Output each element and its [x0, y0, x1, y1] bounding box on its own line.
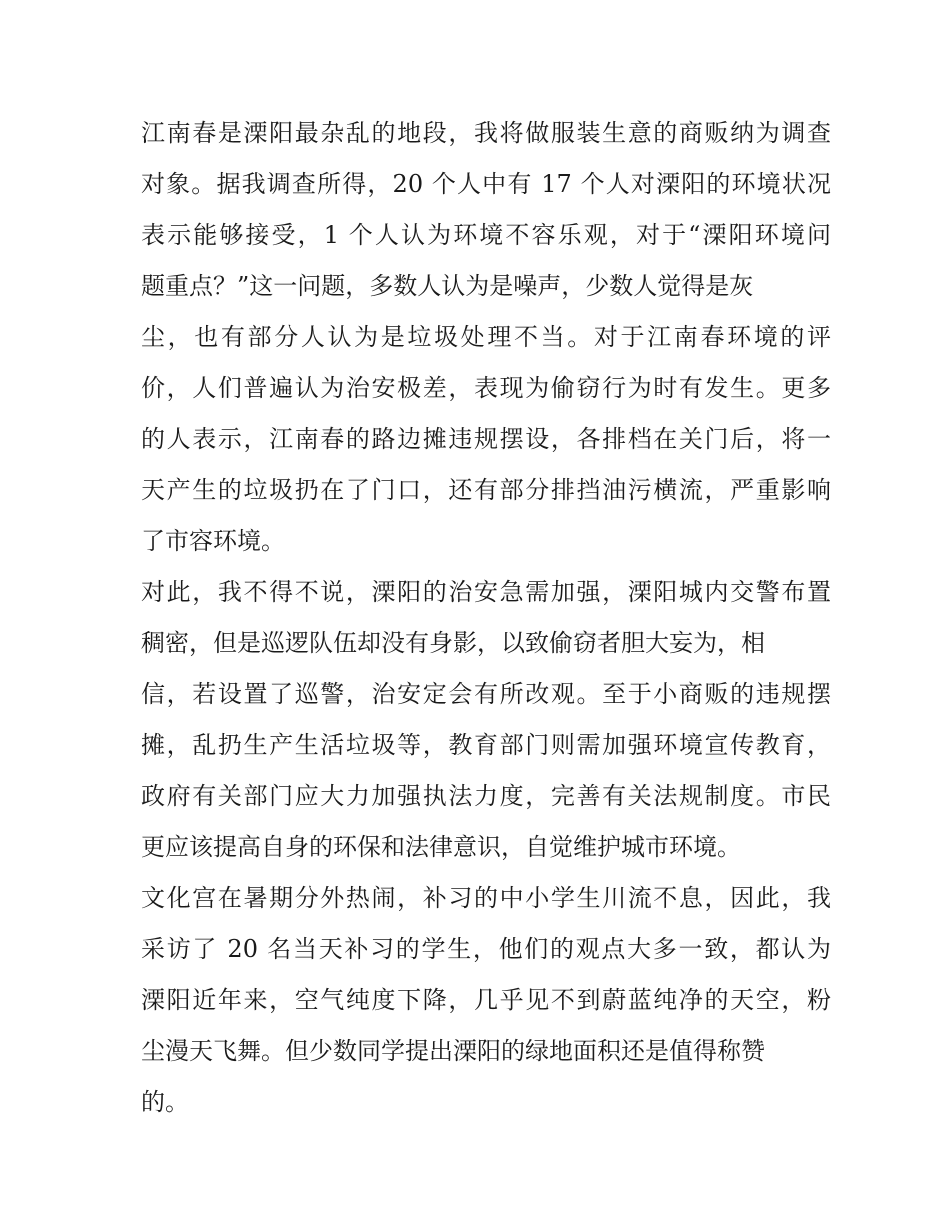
- text-line: 题重点？”这一问题，多数人认为是噪声，少数人觉得是灰: [141, 272, 754, 300]
- paragraph-recommendations: [141, 567, 831, 873]
- text-line: 尘，也有部分人认为是垃圾处理不当。对于江南春环境的评: [141, 323, 831, 351]
- paragraph-cultural-palace-interviews: [141, 873, 831, 1128]
- body-text: [141, 108, 831, 1128]
- text-line: 的。: [141, 1088, 189, 1116]
- text-line: 表示能够接受，1 个人认为环境不容乐观，对于“溧阳环境问: [141, 221, 831, 249]
- text-line: 对象。据我调查所得，20 个人中有 17 个人对溧阳的环境状况: [141, 170, 831, 198]
- paragraph-jiangnanchun-survey: [141, 108, 831, 567]
- text-line: 更应该提高自身的环保和法律意识，自觉维护城市环境。: [141, 833, 741, 861]
- text-line: 溧阳近年来，空气纯度下降，几乎见不到蔚蓝纯净的天空，粉: [141, 986, 831, 1014]
- text-line: 价，人们普遍认为治安极差，表现为偷窃行为时有发生。更多: [141, 374, 831, 402]
- text-line: 对此，我不得不说，溧阳的治安急需加强，溧阳城内交警布置: [141, 578, 831, 606]
- text-line: 文化宫在暑期分外热闹，补习的中小学生川流不息，因此，我: [141, 884, 831, 912]
- text-line: 信，若设置了巡警，治安定会有所改观。至于小商贩的违规摆: [141, 680, 831, 708]
- text-line: 了市容环境。: [141, 527, 285, 555]
- text-line: 稠密，但是巡逻队伍却没有身影，以致偷窃者胆大妄为，相: [141, 629, 765, 657]
- text-line: 尘漫天飞舞。但少数同学提出溧阳的绿地面积还是值得称赞: [141, 1037, 765, 1065]
- text-line: 天产生的垃圾扔在了门口，还有部分排挡油污横流，严重影响: [141, 476, 831, 504]
- text-line: 采访了 20 名当天补习的学生，他们的观点大多一致，都认为: [141, 935, 831, 963]
- text-line: 摊，乱扔生产生活垃圾等，教育部门则需加强环境宣传教育，: [141, 731, 831, 759]
- text-line: 政府有关部门应大力加强执法力度，完善有关法规制度。市民: [141, 782, 831, 810]
- text-line: 江南春是溧阳最杂乱的地段，我将做服装生意的商贩纳为调查: [141, 119, 831, 147]
- text-line: 的人表示，江南春的路边摊违规摆设，各排档在关门后，将一: [141, 425, 831, 453]
